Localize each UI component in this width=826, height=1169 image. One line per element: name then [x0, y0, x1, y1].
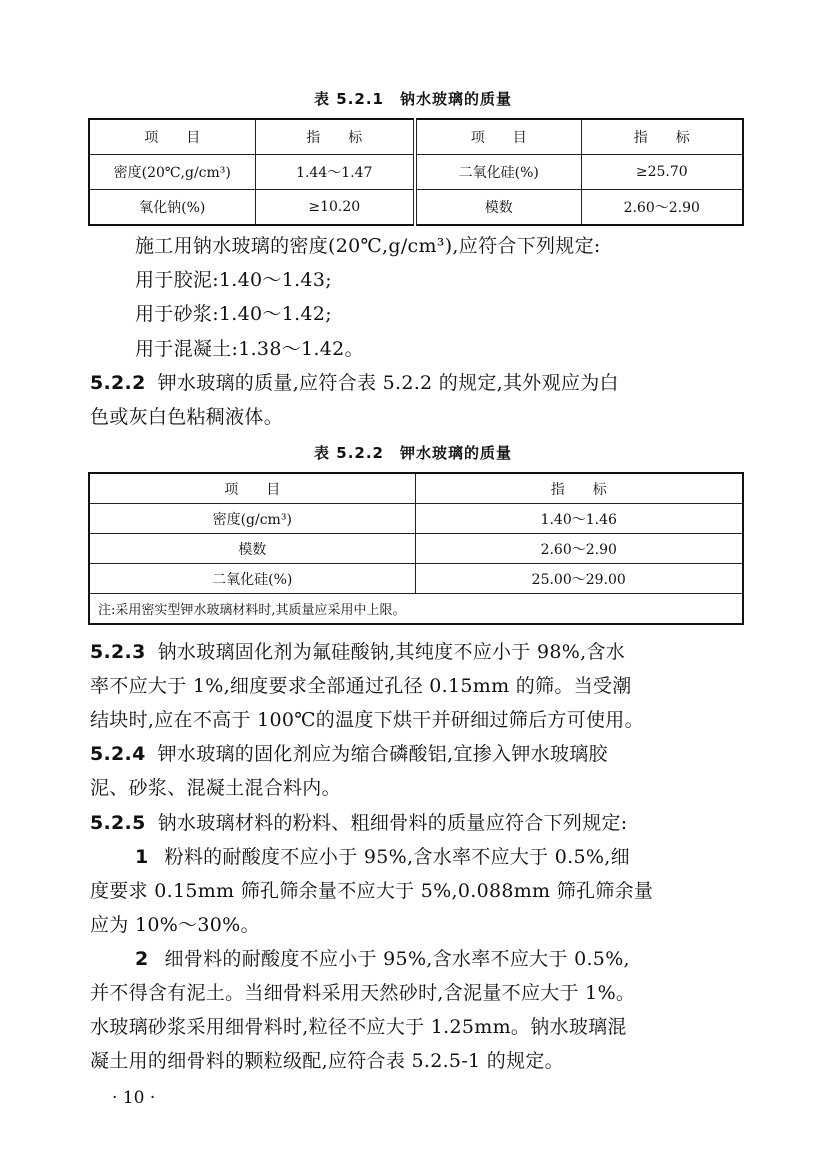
table-row — [89, 504, 743, 534]
table-row — [89, 155, 743, 190]
table-cell: 模数 — [89, 534, 415, 564]
header-cell: 指 标 — [415, 473, 743, 504]
table-cell: ≥25.70 — [581, 155, 743, 190]
header-cell: 项 目 — [415, 119, 581, 155]
section-5-2-2-line — [90, 369, 750, 397]
table-cell: 2.60～2.90 — [415, 534, 743, 564]
item-1-line — [135, 843, 750, 871]
item-2-line — [135, 945, 750, 973]
section-text: 泥、砂浆、混凝土混合料内。 — [90, 777, 341, 799]
section-number: 5.2.2 — [90, 372, 146, 394]
item-text: 度要求 0.15mm 筛孔筛余量不应大于 5%,0.088mm 筛孔筛余量 — [90, 880, 654, 902]
list-item: 用于砂浆:1.40～1.42; — [135, 303, 332, 325]
table-5-2-2 — [88, 472, 744, 625]
section-5-2-3-line — [90, 638, 750, 666]
table-cell: 密度(20℃,g/cm³) — [89, 155, 255, 190]
table-note: 注:采用密实型钾水玻璃材料时,其质量应采用中上限。 — [89, 594, 743, 625]
header-cell: 指 标 — [581, 119, 743, 155]
item-text: 凝土用的细骨料的颗粒级配,应符合表 5.2.5-1 的规定。 — [90, 1050, 564, 1072]
item-text: 粉料的耐酸度不应小于 95%,含水率不应大于 0.5%,细 — [164, 846, 630, 868]
section-5-2-5-line — [90, 809, 750, 837]
section-text: 钠水玻璃材料的粉料、粗细骨料的质量应符合下列规定: — [157, 812, 628, 834]
header-cell: 项 目 — [89, 473, 415, 504]
section-number: 5.2.4 — [90, 743, 146, 765]
section-text: 率不应大于 1%,细度要求全部通过孔径 0.15mm 的筛。当受潮 — [90, 675, 632, 697]
item-text: 细骨料的耐酸度不应小于 95%,含水率不应大于 0.5%, — [164, 948, 630, 970]
section-5-2-4-line — [90, 740, 750, 768]
section-text: 结块时,应在不高于 100℃的温度下烘干并研细过筛后方可使用。 — [90, 709, 644, 731]
section-text: 钾水玻璃的固化剂应为缩合磷酸铝,宜掺入钾水玻璃胶 — [157, 743, 608, 765]
section-text: 钾水玻璃的质量,应符合表 5.2.2 的规定,其外观应为白 — [157, 372, 619, 394]
section-text: 钠水玻璃固化剂为氟硅酸钠,其纯度不应小于 98%,含水 — [157, 641, 626, 663]
table-cell: 1.44～1.47 — [255, 155, 415, 190]
item-text: 应为 10%～30%。 — [90, 914, 260, 936]
header-cell: 项 目 — [89, 119, 255, 155]
section-text: 色或灰白色粘稠液体。 — [90, 406, 284, 428]
table-5-2-1-caption: 表 5.2.1 钠水玻璃的质量 — [314, 90, 512, 108]
item-number: 2 — [135, 948, 149, 970]
table-cell: 1.40～1.46 — [415, 504, 743, 534]
item-text: 并不得含有泥土。当细骨料采用天然砂时,含泥量不应大于 1%。 — [90, 982, 636, 1004]
table-note-row — [89, 594, 743, 625]
table-5-2-1 — [88, 118, 744, 226]
table-cell: 模数 — [415, 190, 581, 226]
list-item: 用于混凝土:1.38～1.42。 — [135, 338, 364, 360]
table-row — [89, 564, 743, 594]
table-cell: 密度(g/cm³) — [89, 504, 415, 534]
table-cell: 氧化钠(%) — [89, 190, 255, 226]
section-number: 5.2.3 — [90, 641, 146, 663]
table-cell: 2.60～2.90 — [581, 190, 743, 226]
table-cell: 25.00～29.00 — [415, 564, 743, 594]
table-5-2-2-caption: 表 5.2.2 钾水玻璃的质量 — [314, 444, 512, 462]
table-cell: ≥10.20 — [255, 190, 415, 226]
section-number: 5.2.5 — [90, 812, 146, 834]
table-row — [89, 534, 743, 564]
table-cell: 二氧化硅(%) — [89, 564, 415, 594]
table-header-row — [89, 473, 743, 504]
table-cell: 二氧化硅(%) — [415, 155, 581, 190]
header-cell: 指 标 — [255, 119, 415, 155]
list-item: 用于胶泥:1.40～1.43; — [135, 269, 332, 291]
table-row — [89, 190, 743, 226]
density-intro: 施工用钠水玻璃的密度(20℃,g/cm³),应符合下列规定: — [135, 235, 601, 257]
page-number: · 10 · — [112, 1088, 156, 1108]
item-text: 水玻璃砂浆采用细骨料时,粒径不应大于 1.25mm。钠水玻璃混 — [90, 1016, 627, 1038]
item-number: 1 — [135, 846, 149, 868]
table-header-row — [89, 119, 743, 155]
